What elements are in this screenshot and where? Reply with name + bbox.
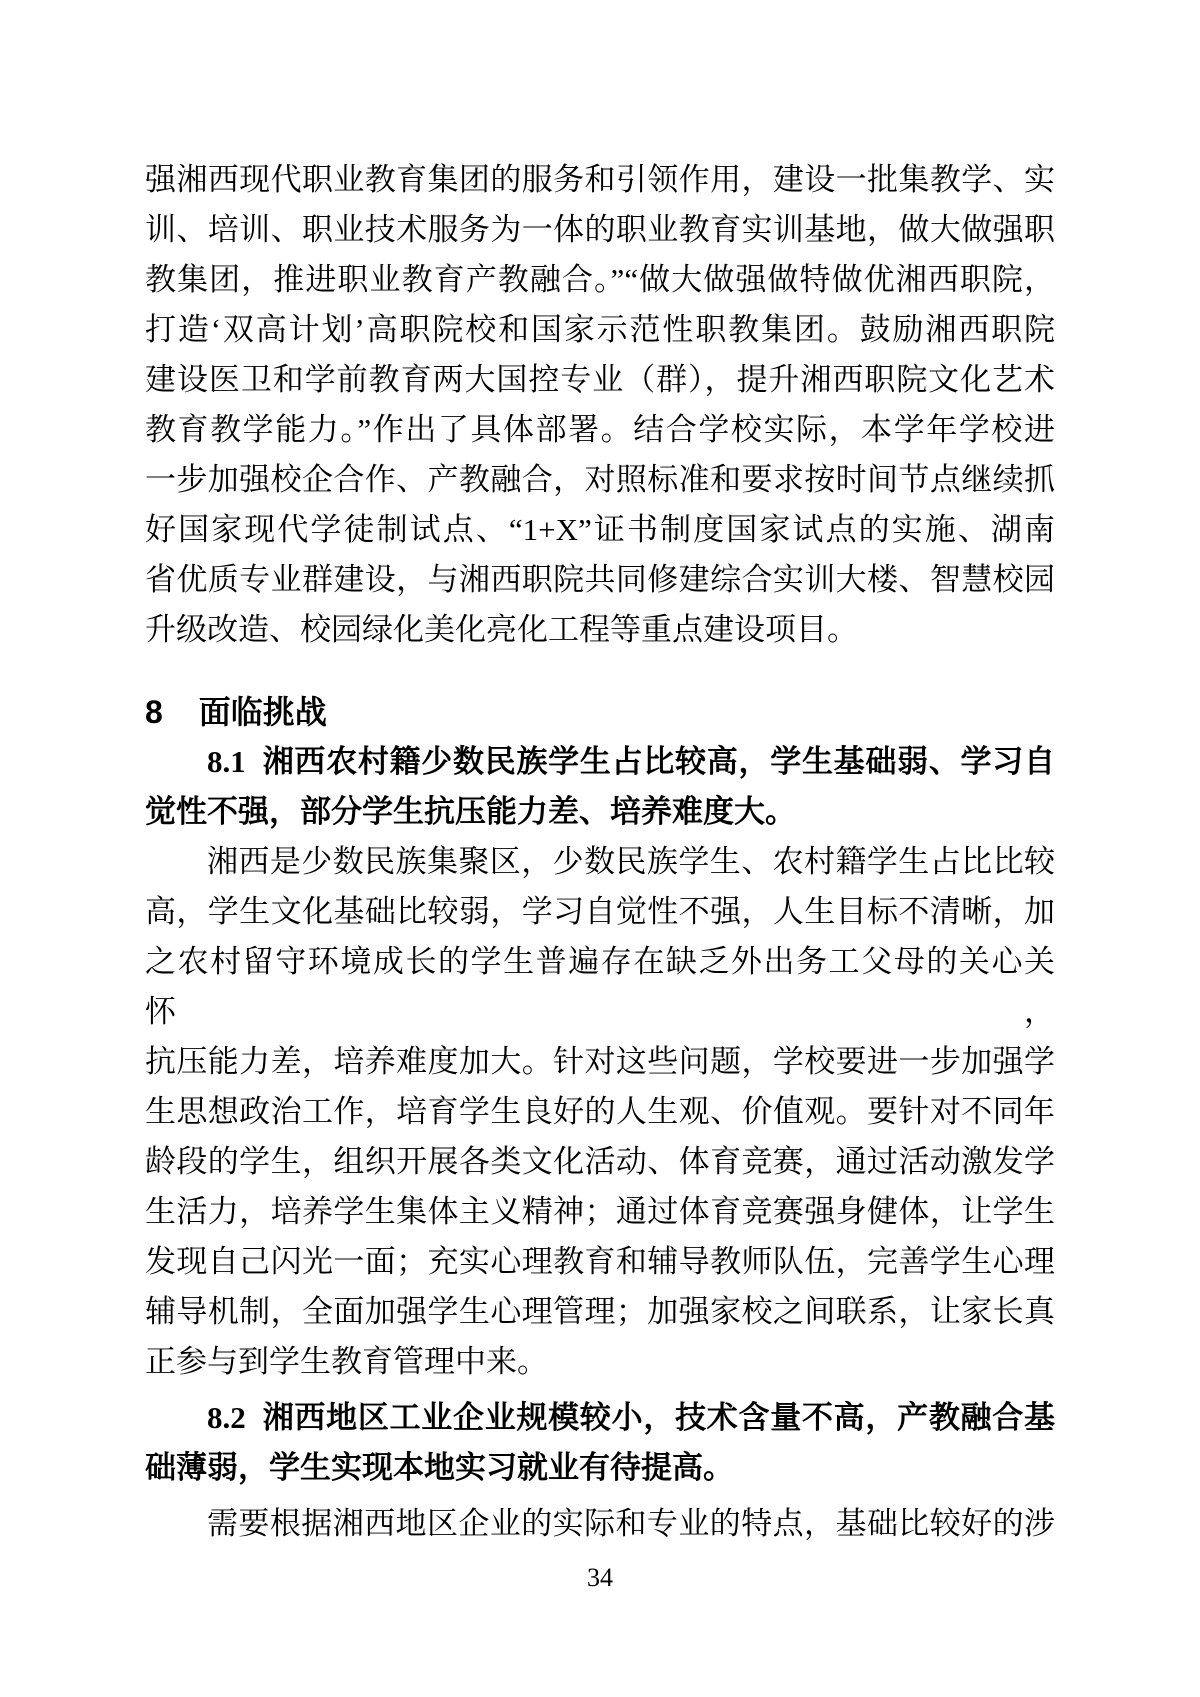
paragraph-line: 教育教学能力。”作出了具体部署。结合学校实际，本学年学校进 [145, 412, 1055, 447]
paragraph-line: 升级改造、校园绿化美化亮化工程等重点建设项目。 [145, 612, 858, 647]
paragraph-line: 省优质专业群建设，与湘西职院共同修建综合实训大楼、智慧校园 [145, 562, 1055, 597]
paragraph-line: 生思想政治工作，培育学生良好的人生观、价值观。要针对不同年 [145, 1094, 1055, 1129]
paragraph-line: 发现自己闪光一面；充实心理教育和辅导教师队伍，完善学生心理 [145, 1244, 1055, 1279]
paragraph-line: 生活力，培养学生集体主义精神；通过体育竞赛强身健体，让学生 [145, 1194, 1055, 1229]
paragraph-line: 强湘西现代职业教育集团的服务和引领作用，建设一批集教学、实 [145, 162, 1055, 197]
paragraph-line: 打造‘双高计划’高职院校和国家示范性职教集团。鼓励湘西职院 [145, 312, 1055, 347]
paragraph-line: 之农村留守环境成长的学生普遍存在缺乏外出务工父母的关心关怀， [145, 944, 1055, 1029]
section-8-1-body [145, 837, 1055, 1387]
paragraph-line: 教集团，推进职业教育产教融合。”“做大做强做特做优湘西职院， [145, 262, 1055, 297]
section-8-1-heading [145, 737, 1055, 837]
section-8-number: 8 [145, 694, 163, 730]
heading-line: 8.1 湘西农村籍少数民族学生占比较高，学生基础弱、学习自 [207, 744, 1055, 779]
paragraph-line: 正参与到学生教育管理中来。 [145, 1344, 548, 1379]
paragraph-line: 湘西是少数民族集聚区，少数民族学生、农村籍学生占比比较 [207, 844, 1055, 879]
document-body [145, 155, 1055, 1549]
paragraph-top [145, 155, 1055, 655]
heading-line: 础薄弱，学生实现本地实习就业有待提高。 [145, 1450, 734, 1485]
paragraph-line: 龄段的学生，组织开展各类文化活动、体育竞赛，通过活动激发学 [145, 1144, 1055, 1179]
section-8-2-heading [145, 1393, 1055, 1493]
paragraph-line: 建设医卫和学前教育两大国控专业（群），提升湘西职院文化艺术 [145, 362, 1055, 397]
section-8-2-body [145, 1499, 1055, 1549]
paragraph-line: 好国家现代学徒制试点、“1+X”证书制度国家试点的实施、湖南 [145, 512, 1055, 547]
paragraph-line: 需要根据湘西地区企业的实际和专业的特点，基础比较好的涉 [207, 1506, 1055, 1541]
page-number: 34 [587, 1563, 613, 1592]
heading-line: 8.2 湘西地区工业企业规模较小，技术含量不高，产教融合基 [207, 1400, 1055, 1435]
paragraph-line: 辅导机制，全面加强学生心理管理；加强家校之间联系，让家长真 [145, 1294, 1055, 1329]
heading-line: 觉性不强，部分学生抗压能力差、培养难度大。 [145, 794, 796, 829]
paragraph-line: 高，学生文化基础比较弱，学习自觉性不强，人生目标不清晰，加 [145, 894, 1055, 929]
section-8-title: 面临挑战 [198, 694, 327, 730]
section-8-heading [145, 687, 1055, 737]
paragraph-line: 训、培训、职业技术服务为一体的职业教育实训基地，做大做强职 [145, 212, 1055, 247]
paragraph-line: 抗压能力差，培养难度加大。针对这些问题，学校要进一步加强学 [145, 1044, 1055, 1079]
paragraph-line: 一步加强校企合作、产教融合，对照标准和要求按时间节点继续抓 [145, 462, 1055, 497]
